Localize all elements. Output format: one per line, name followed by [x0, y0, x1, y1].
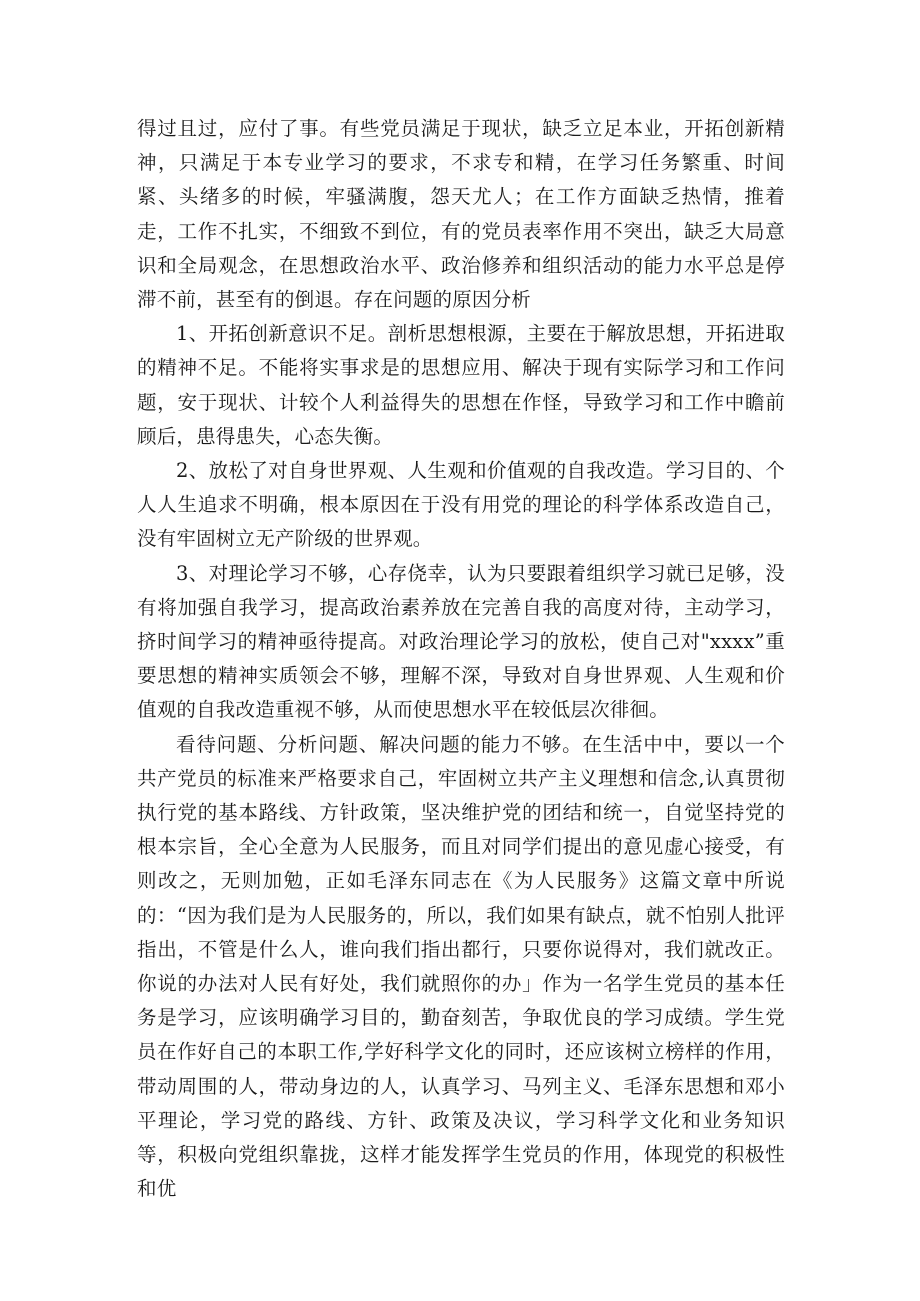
paragraph-1: 得过且过，应付了事。有些党员满足于现状，缺乏立足本业，开拓创新精神，只满足于本专业学习的要求，不求专和精，在学习任务繁重、时间紧、头绪多的时候，牢骚满腹，怨天尤人；在工作方面缺乏热情，推着走，工作不扎实，不细致不到位，有的党员表率作用不突出，缺乏大局意识和全局观念，在思想政治水平、政治修养和组织活动的能力水平总是停滞不前，甚至有的倒退。存在问题的原因分析 — [137, 117, 785, 312]
document-body — [137, 112, 785, 1207]
paragraph-5: 看待问题、分析问题、解决问题的能力不够。在生活中中，要以一个共产党员的标准来严格要求自己，牢固树立共产主义理想和信念,认真贯彻执行党的基本路线、方针政策，坚决维护党的团结和统一，自觉坚持党的根本宗旨，全心全意为人民服务，而且对同学们提出的意见虚心接受，有则改之，无则加勉，正如毛泽东同志在《为人民服务》这篇文章中所说的：“因为我们是为人民服务的，所以，我们如果有缺点，就不怕别人批评指出，不管是什么人，谁向我们指出都行，只要你说得对，我们就改正。你说的办法对人民有好处，我们就照你的办」作为一名学生党员的基本任务是学习，应该明确学习目的，勤奋刻苦，争取优良的学习成绩。学生党员在作好自己的本职工作,学好科学文化的同时，还应该树立榜样的作用，带动周围的人，带动身边的人，认真学习、马列主义、毛泽东思想和邓小平理论，学习党的路线、方针、政策及决议，学习科学文化和业务知识等，积极向党组织靠拢，这样才能发挥学生党员的作用，体现党的积极性和优 — [137, 732, 785, 1201]
paragraph-4: 3、对理论学习不够，心存侥幸，认为只要跟着组织学习就已足够，没有将加强自我学习，提高政治素养放在完善自我的高度对待，主动学习，挤时间学习的精神亟待提高。对政治理论学习的放松，使自己对"xxxx”重要思想的精神实质领会不够，理解不深，导致对自身世界观、人生观和价值观的自我改造重视不够，从而使思想水平在较低层次徘徊。 — [137, 561, 785, 722]
paragraph-3: 2、放松了对自身世界观、人生观和价值观的自我改造。学习目的、个人人生追求不明确，根本原因在于没有用党的理论的科学体系改造自己，没有牢固树立无产阶级的世界观。 — [137, 459, 785, 551]
paragraph-2: 1、开拓创新意识不足。剖析思想根源，主要在于解放思想，开拓进取的精神不足。不能将实事求是的思想应用、解决于现有实际学习和工作问题，安于现状、计较个人利益得失的思想在作怪，导致学习和工作中瞻前顾后，患得患失，心态失衡。 — [137, 322, 785, 448]
